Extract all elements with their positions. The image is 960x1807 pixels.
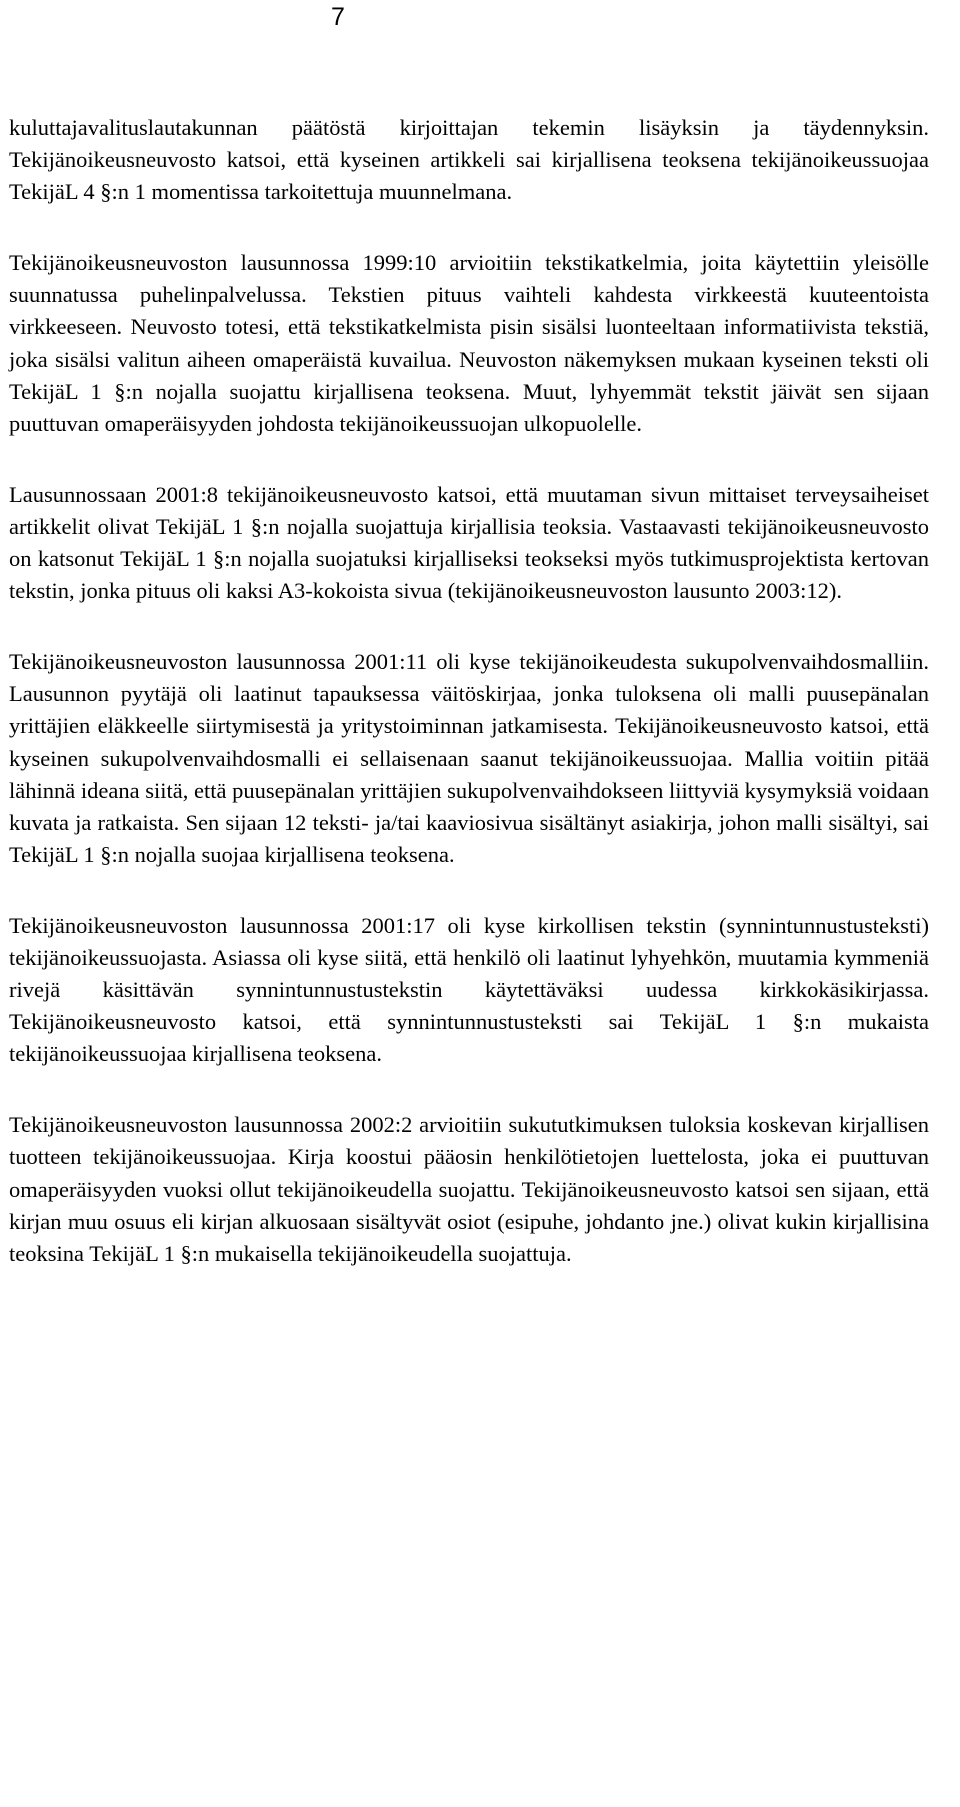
paragraph-6: Tekijänoikeusneuvoston lausunnossa 2002:2 arvioitiin sukututkimuksen tuloksia koskevan kirjallisen tuotteen tekijänoikeussuojaa. Kirja koostui pääosin henkilötietojen luettelosta, joka ei puuttuvan omaperäisyyden vuoksi ollut tekijänoikeudella suojattu. Tekijänoikeusneuvosto katsoi sen sijaan, että kirjan muu osuus eli kirjan alkuosaan sisältyvät osiot (esipuhe, johdanto jne.) olivat kukin kirjallisina teoksina TekijäL 1 §:n mukaisella tekijänoikeudella suojattuja. — [9, 1112, 929, 1266]
paragraph-4: Tekijänoikeusneuvoston lausunnossa 2001:11 oli kyse tekijänoikeudesta sukupolvenvaihdosmalliin. Lausunnon pyytäjä oli laatinut tapauksessa väitöskirjaa, jonka tuloksena oli malli puusepänalan yrittäjien eläkkeelle siirtymisestä ja yritystoiminnan jatkamisesta. Tekijänoikeusneuvosto katsoi, että kyseinen sukupolvenvaihdosmalli ei sellaisenaan saanut tekijänoikeussuojaa. Mallia voitiin pitää lähinnä ideana siitä, että puusepänalan yrittäjien sukupolvenvaihdokseen liittyviä kysymyksiä voidaan kuvata ja ratkaista. Sen sijaan 12 teksti- ja/tai kaaviosivua sisältänyt asiakirja, johon malli sisältyi, sai TekijäL 1 §:n nojalla suojaa kirjallisena teoksena. — [9, 649, 929, 867]
document-body — [9, 112, 929, 1270]
paragraph-2: Tekijänoikeusneuvoston lausunnossa 1999:10 arvioitiin tekstikatkelmia, joita käytettiin yleisölle suunnatussa puhelinpalvelussa. Tekstien pituus vaihteli kahdesta virkkeestä kuuteentoista virkkeeseen. Neuvosto totesi, että tekstikatkelmista pisin sisälsi luonteeltaan informatiivista tekstiä, joka sisälsi valitun aiheen omaperäistä kuvailua. Neuvoston näkemyksen mukaan kyseinen teksti oli TekijäL 1 §:n nojalla suojattu kirjallisena teoksena. Muut, lyhyemmät tekstit jäivät sen sijaan puuttuvan omaperäisyyden johdosta tekijänoikeussuojan ulkopuolelle. — [9, 250, 929, 436]
paragraph-3: Lausunnossaan 2001:8 tekijänoikeusneuvosto katsoi, että muutaman sivun mittaiset terveysaiheiset artikkelit olivat TekijäL 1 §:n nojalla suojattuja kirjallisia teoksia. Vastaavasti tekijänoikeusneuvosto on katsonut TekijäL 1 §:n nojalla suojatuksi kirjalliseksi teokseksi myös tutkimusprojektista kertovan tekstin, jonka pituus oli kaksi A3-kokoista sivua (tekijänoikeusneuvoston lausunto 2003:12). — [9, 481, 929, 604]
paragraph-1: kuluttajavalituslautakunnan päätöstä kirjoittajan tekemin lisäyksin ja täydennyksin. Tekijänoikeusneuvosto katsoi, että kyseinen artikkeli sai kirjallisena teoksena tekijänoikeussuojaa TekijäL 4 §:n 1 momentissa tarkoitettuja muunnelmana. — [9, 115, 929, 205]
paragraph-5: Tekijänoikeusneuvoston lausunnossa 2001:17 oli kyse kirkollisen tekstin (synnintunnustusteksti) tekijänoikeussuojasta. Asiassa oli kyse siitä, että henkilö oli laatinut lyhyehkön, muutamia kymmeniä rivejä käsittävän synnintunnustustekstin käytettäväksi uudessa kirkkokäsikirjassa. Tekijänoikeusneuvosto katsoi, että synnintunnustusteksti sai TekijäL 1 §:n mukaista tekijänoikeussuojaa kirjallisena teoksena. — [9, 912, 929, 1067]
page-number: 7 — [331, 3, 345, 31]
